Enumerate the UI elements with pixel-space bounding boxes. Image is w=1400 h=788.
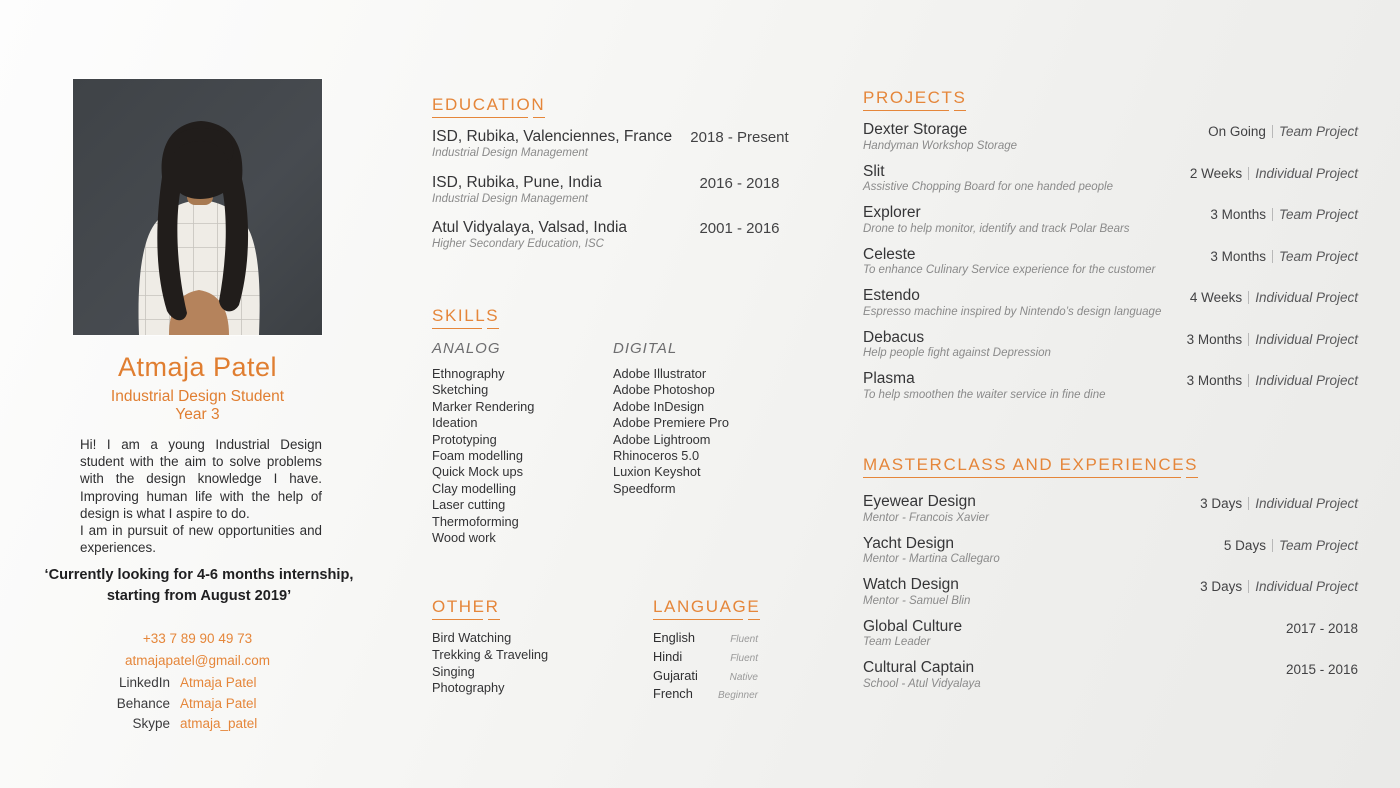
masterclass-entry	[863, 493, 1358, 525]
education-school: ISD, Rubika, Valenciennes, France	[432, 128, 673, 145]
analog-skills-column	[432, 340, 613, 546]
skype-label: Skype	[132, 716, 170, 731]
divider-bar	[1272, 208, 1273, 221]
skill-item: Clay modelling	[432, 480, 516, 496]
other-heading: OTHER	[432, 597, 500, 620]
education-period: 2018 - Present	[690, 129, 789, 146]
divider-bar	[1248, 580, 1249, 593]
availability-quote: ‘Currently looking for 4-6 months internship, starting from August 2019’	[44, 567, 354, 604]
portrait-illustration	[73, 79, 322, 335]
project-type: Team Project	[1278, 207, 1358, 222]
email-address[interactable]: atmajapatel@gmail.com	[124, 653, 270, 668]
education-entry	[432, 173, 797, 206]
language-level: Native	[729, 671, 758, 683]
masterclass-name: Watch Design	[863, 576, 959, 593]
language-row	[653, 686, 758, 705]
project-type: Individual Project	[1255, 373, 1358, 388]
masterclass-description: Team Leader	[863, 636, 931, 648]
contact-block	[40, 631, 355, 737]
masterclass-duration: 5 Days	[1223, 537, 1266, 553]
project-duration: 3 Months	[1186, 331, 1243, 347]
person-year: Year 3	[175, 406, 220, 423]
project-name: Estendo	[863, 287, 920, 304]
language-name: English	[653, 630, 695, 645]
skill-item: Foam modelling	[432, 448, 524, 464]
project-duration: 2 Weeks	[1189, 165, 1243, 181]
skill-item: Marker Rendering	[432, 398, 535, 414]
education-period: 2001 - 2016	[699, 220, 780, 237]
skill-item: Adobe InDesign	[613, 398, 705, 414]
skill-item: Adobe Premiere Pro	[613, 415, 729, 431]
project-entry	[863, 287, 1358, 319]
divider-bar	[1272, 125, 1273, 138]
divider-bar	[1272, 539, 1273, 552]
masterclass-type: Team Project	[1278, 537, 1358, 553]
project-description: Drone to help monitor, identify and track Polar Bears	[863, 222, 1130, 235]
project-duration: 3 Months	[1210, 248, 1266, 264]
education-entry	[432, 218, 797, 251]
masterclass-duration: 3 Days	[1200, 579, 1243, 594]
masterclass-name: Eyewear Design	[863, 493, 976, 510]
education-entry	[432, 127, 797, 160]
education-degree: Higher Secondary Education, ISC	[432, 238, 604, 250]
skill-item: Speedform	[613, 480, 676, 496]
project-name: Explorer	[863, 204, 921, 221]
masterclass-type: Individual Project	[1255, 579, 1358, 594]
divider-bar	[1272, 250, 1273, 263]
skill-item: Wood work	[432, 530, 496, 546]
skill-item: Sketching	[432, 382, 489, 398]
skill-item: Thermoforming	[432, 513, 519, 529]
skill-item: Luxion Keyshot	[613, 464, 701, 480]
skill-item: Ethnography	[432, 366, 505, 381]
skill-item: Ideation	[432, 415, 478, 431]
project-description: Espresso machine inspired by Nintendo’s design language	[863, 305, 1162, 318]
linkedin-label: LinkedIn	[118, 675, 170, 690]
contact-row-skype	[40, 716, 355, 731]
behance-label: Behance	[116, 695, 170, 711]
skill-item: Rhinoceros 5.0	[613, 448, 700, 464]
masterclass-description: Mentor - Francois Xavier	[863, 511, 989, 524]
masterclass-description: Mentor - Samuel Blin	[863, 594, 971, 607]
contact-row-linkedin	[40, 675, 355, 690]
other-item: Trekking & Traveling	[432, 646, 549, 662]
projects-heading: PROJECTS	[863, 88, 966, 111]
masterclass-duration: 2017 - 2018	[1285, 620, 1358, 636]
bio-text	[80, 436, 322, 556]
masterclass-heading: MASTERCLASS AND EXPERIENCES	[863, 455, 1198, 478]
project-name: Plasma	[863, 370, 915, 387]
other-item: Singing	[432, 663, 475, 679]
masterclass-name: Cultural Captain	[863, 659, 975, 676]
project-description: Help people fight against Depression	[863, 347, 1051, 359]
other-section	[432, 597, 632, 697]
language-name: Hindi	[653, 648, 683, 664]
education-heading: EDUCATION	[432, 95, 545, 118]
project-name: Dexter Storage	[863, 121, 968, 138]
project-entry	[863, 246, 1358, 278]
behance-value[interactable]: Atmaja Patel	[180, 695, 257, 711]
project-type: Team Project	[1278, 248, 1358, 264]
project-entry	[863, 370, 1358, 402]
profile-photo	[73, 79, 322, 335]
project-type: Individual Project	[1255, 331, 1358, 347]
masterclass-description: Mentor - Martina Callegaro	[863, 553, 1000, 565]
divider-bar	[1248, 291, 1249, 304]
masterclass-section	[863, 455, 1358, 701]
other-item: Photography	[432, 680, 505, 696]
skills-section	[432, 306, 792, 546]
education-degree: Industrial Design Management	[432, 192, 588, 205]
masterclass-name: Global Culture	[863, 617, 963, 635]
masterclass-entry	[863, 659, 1358, 691]
other-item: Bird Watching	[432, 630, 512, 645]
education-period: 2016 - 2018	[699, 174, 780, 192]
analog-heading: ANALOG	[432, 340, 501, 357]
masterclass-entry	[863, 576, 1358, 608]
divider-bar	[1248, 333, 1249, 346]
linkedin-value[interactable]: Atmaja Patel	[180, 675, 257, 690]
language-row	[653, 649, 758, 668]
language-row	[653, 630, 758, 649]
project-description: Assistive Chopping Board for one handed people	[863, 181, 1113, 193]
person-title: Industrial Design Student	[110, 388, 285, 405]
project-duration: On Going	[1208, 124, 1266, 139]
education-school: ISD, Rubika, Pune, India	[432, 173, 602, 191]
language-row	[653, 668, 758, 687]
skill-item: Adobe Lightroom	[613, 431, 711, 447]
skype-value[interactable]: atmaja_patel	[180, 716, 258, 731]
person-name: Atmaja Patel	[117, 352, 278, 382]
project-description: To help smoothen the waiter service in fine dine	[863, 388, 1106, 401]
project-entry	[863, 329, 1358, 361]
project-description: Handyman Workshop Storage	[863, 139, 1018, 152]
project-entry	[863, 204, 1358, 236]
masterclass-entry	[863, 535, 1358, 567]
project-name: Slit	[863, 162, 885, 180]
masterclass-name: Yacht Design	[863, 534, 955, 552]
project-name: Debacus	[863, 328, 925, 346]
project-type: Team Project	[1278, 124, 1358, 139]
phone-number[interactable]: +33 7 89 90 49 73	[142, 631, 253, 646]
language-level: Beginner	[717, 690, 758, 702]
language-level: Fluent	[730, 634, 758, 645]
project-duration: 3 Months	[1186, 373, 1243, 388]
skills-heading: SKILLS	[432, 306, 499, 329]
masterclass-duration: 3 Days	[1200, 496, 1243, 511]
language-level: Fluent	[730, 652, 758, 664]
skill-item: Laser cutting	[432, 497, 506, 513]
digital-skills-column	[613, 340, 729, 546]
project-entry	[863, 121, 1358, 153]
project-duration: 4 Weeks	[1189, 290, 1243, 305]
project-entry	[863, 163, 1358, 195]
language-name: French	[653, 686, 693, 702]
projects-section	[863, 88, 1358, 412]
skill-item: Adobe Photoshop	[613, 382, 715, 398]
divider-bar	[1248, 374, 1249, 387]
language-section	[653, 597, 761, 705]
bio-paragraph-2: I am in pursuit of new opportunities and experiences.	[80, 523, 322, 556]
masterclass-entry	[863, 618, 1358, 650]
skill-item: Quick Mock ups	[432, 464, 524, 480]
language-name: Gujarati	[653, 667, 698, 683]
masterclass-duration: 2015 - 2016	[1285, 662, 1358, 677]
skill-item: Adobe Illustrator	[613, 366, 707, 381]
digital-heading: DIGITAL	[613, 340, 678, 357]
education-school: Atul Vidyalaya, Valsad, India	[432, 219, 628, 236]
skill-item: Prototyping	[432, 431, 497, 447]
project-type: Individual Project	[1255, 165, 1358, 181]
project-duration: 3 Months	[1210, 207, 1266, 222]
education-section	[432, 95, 797, 264]
project-description: To enhance Culinary Service experience for the customer	[863, 264, 1156, 276]
contact-row-behance	[40, 696, 355, 711]
divider-bar	[1248, 167, 1249, 180]
masterclass-description: School - Atul Vidyalaya	[863, 677, 981, 690]
education-degree: Industrial Design Management	[432, 147, 588, 159]
project-type: Individual Project	[1255, 290, 1358, 305]
bio-paragraph-1: Hi! I am a young Industrial Design student with the aim to solve problems with the design knowledge I have. Improving human life with the help of design is what I aspire to do.	[80, 437, 322, 521]
language-heading: LANGUAGE	[653, 597, 760, 620]
divider-bar	[1248, 497, 1249, 510]
masterclass-type: Individual Project	[1255, 496, 1358, 511]
project-name: Celeste	[863, 245, 916, 263]
